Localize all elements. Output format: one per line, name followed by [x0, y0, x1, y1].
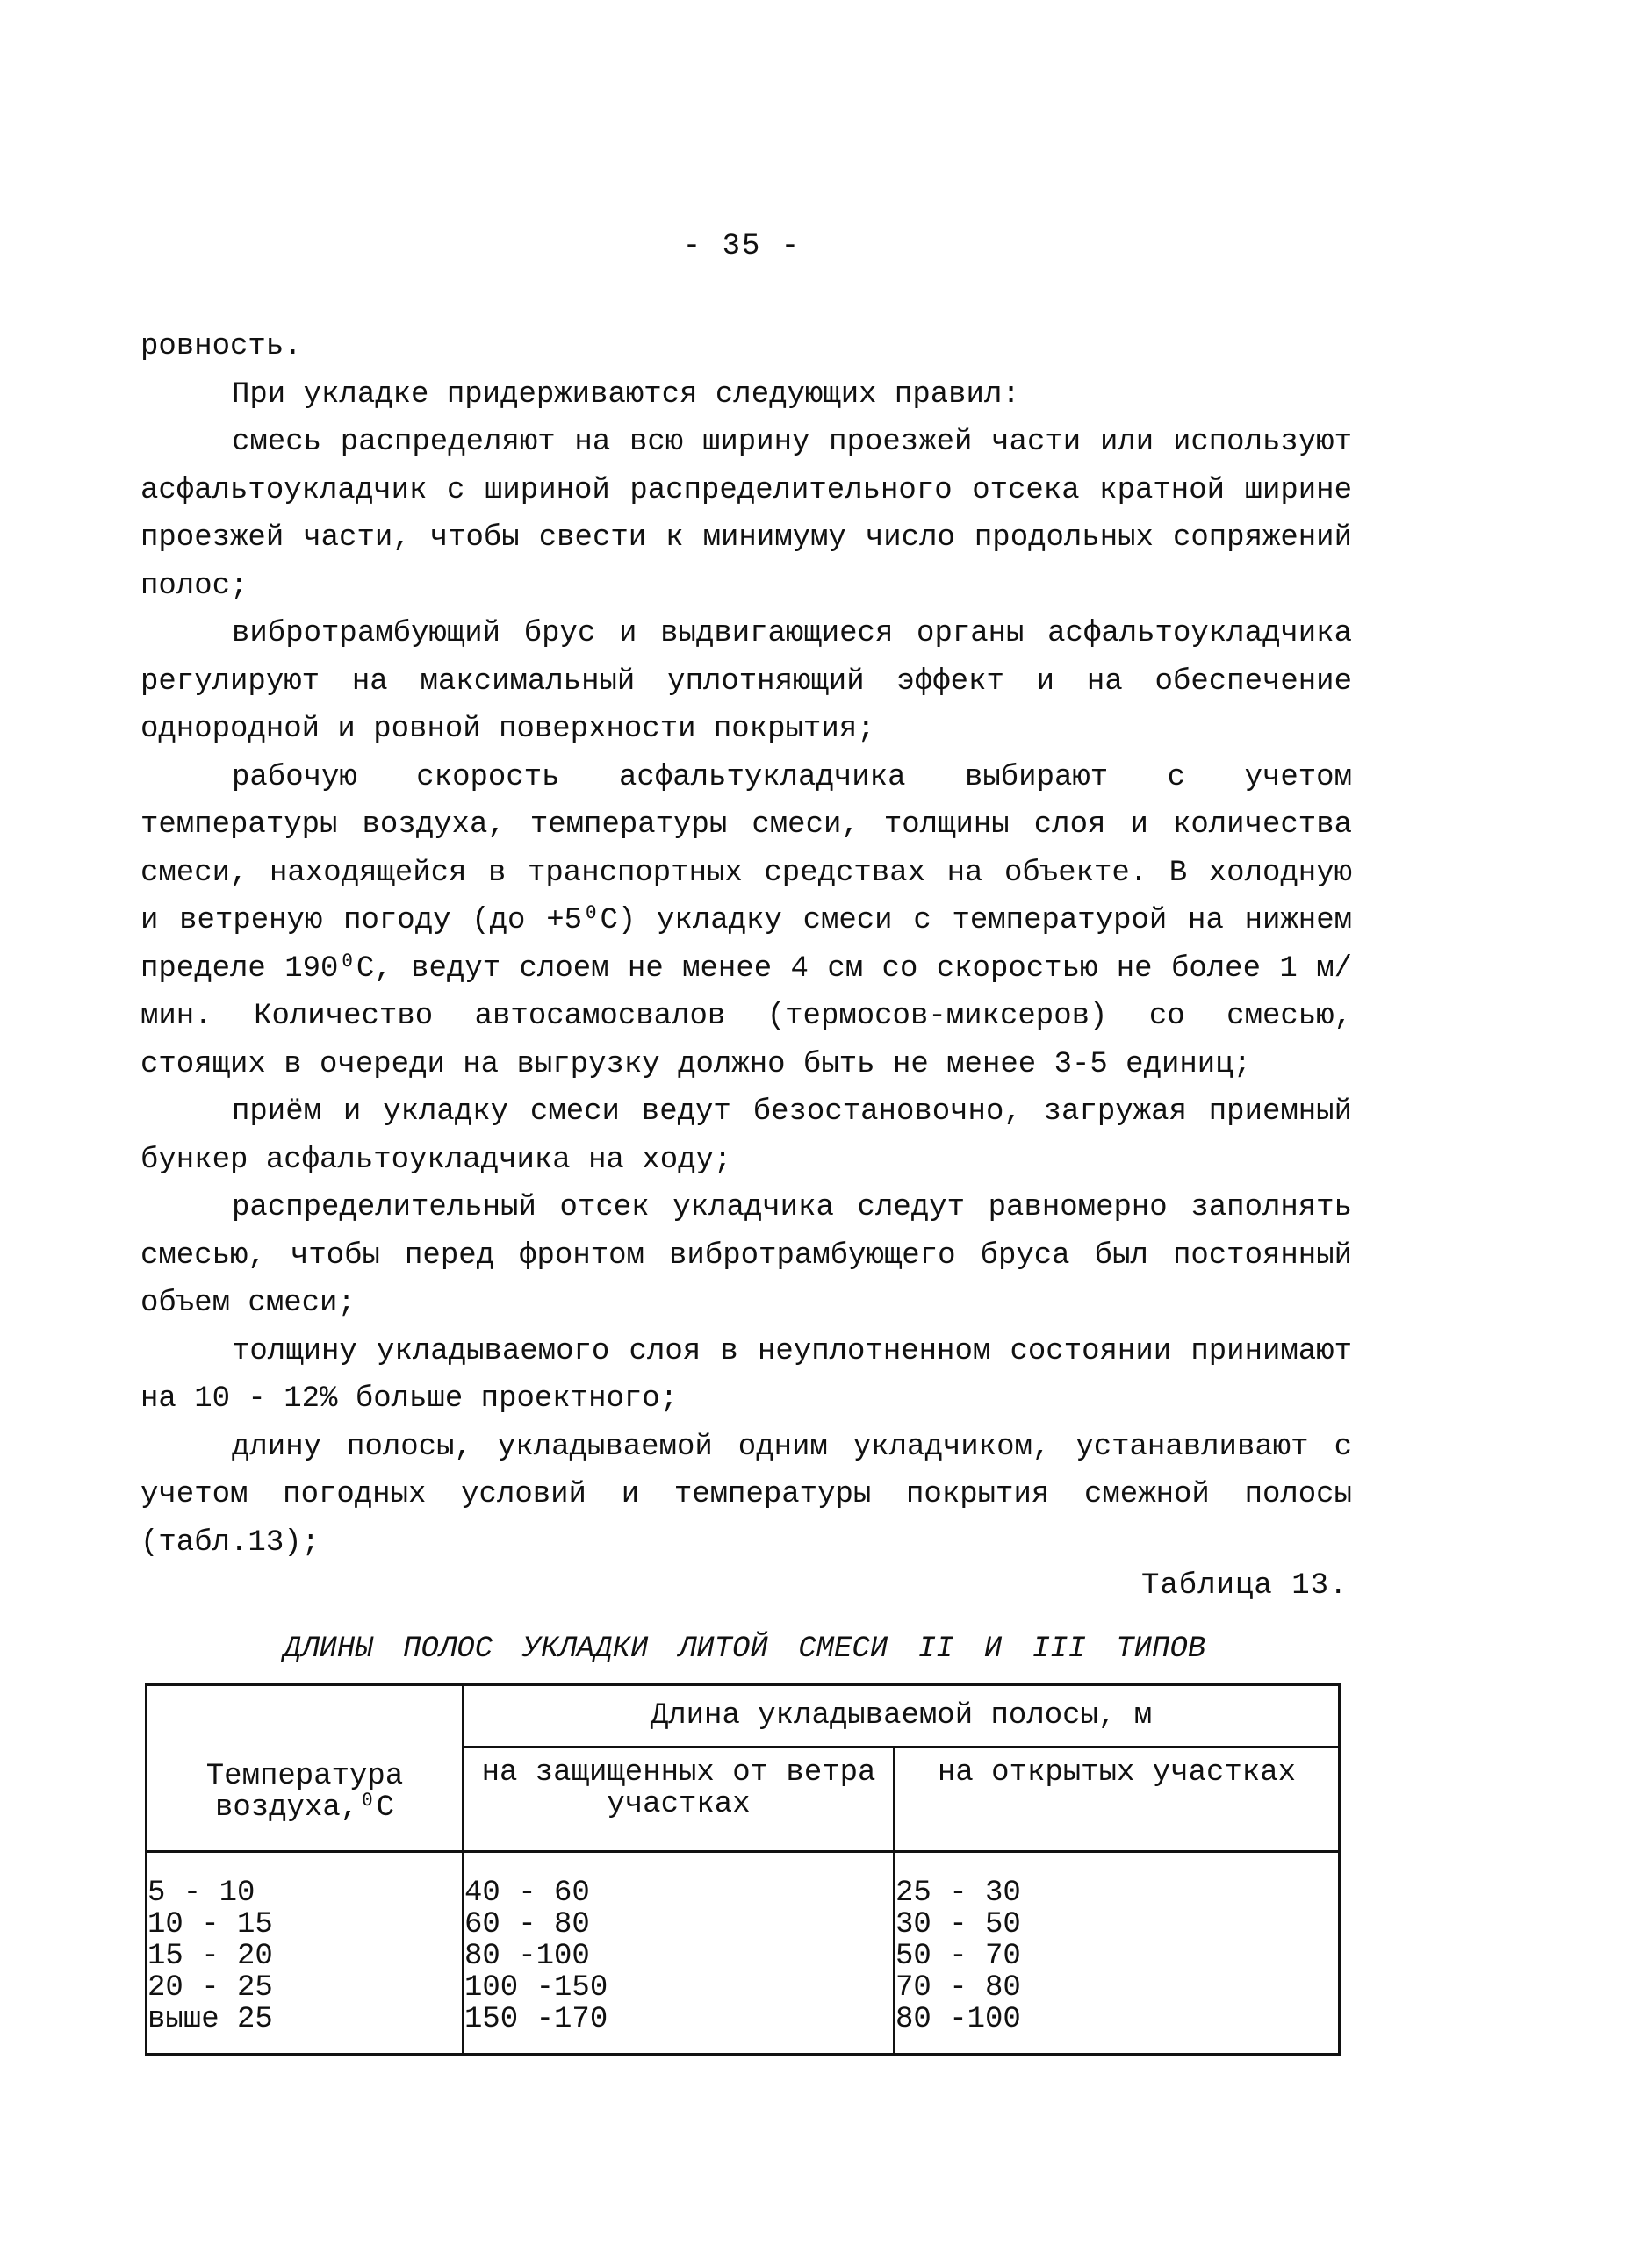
table-body-row — [147, 1852, 1340, 2055]
table-cell: 5 - 10 — [147, 1877, 255, 1910]
paragraph: смесь распределяют на всю ширину проезжей части или используют асфальтоукладчик с шириной распределительного отсека кратной ширине проезжей части, чтобы свести к минимуму число продольных сопряжений полос; — [140, 426, 1352, 603]
table-cell: 60 - 80 — [464, 1908, 590, 1941]
sheltered-column — [464, 1852, 895, 2055]
paragraph: распределительный отсек укладчика следут равномерно заполнять смесью, чтобы перед фронтом вибротрамбующего бруса был постоянный объем смеси; — [140, 1191, 1352, 1320]
paragraph: длину полосы, укладываемой одним укладчиком, устанавливают с учетом погодных условий и температуры покрытия смежной полосы (табл.13); — [140, 1430, 1352, 1560]
table-cell: 15 - 20 — [147, 1940, 273, 1973]
table-title: ДЛИНЫ ПОЛОС УКЛАДКИ ЛИТОЙ СМЕСИ II И III ТИПОВ — [283, 1633, 1206, 1666]
paragraph: рабочую скорость асфальтукладчика выбирают с учетом температуры воздуха, температуры смеси, толщины слоя и количества смеси, находящейся в транспортных средствах на объекте. В холодную и ветреную погоду (до +5⁰С) укладку смеси с температурой на нижнем пределе 190⁰С, ведут слоем не менее 4 см со скоростью не более 1 м/мин. Количество автосамосвалов (термосов-миксеров) со смесью, стоящих в очереди на выгрузку должно быть не менее 3-5 единиц; — [140, 760, 1352, 1081]
table-cell: 30 - 50 — [895, 1908, 1021, 1941]
page-number: - 35 - — [682, 230, 802, 263]
strip-length-table — [145, 1683, 1341, 2056]
table-cell: 20 - 25 — [147, 1971, 273, 2005]
table-cell: 80 -100 — [895, 2003, 1021, 2036]
table-cell: 150 -170 — [464, 2003, 608, 2036]
table-cell: выше 25 — [147, 2003, 273, 2036]
paragraph: вибротрамбующий брус и выдвигающиеся органы асфальтоукладчика регулируют на максимальный уплотняющий эффект и на обеспечение однородной и ровной поверхности покрытия; — [140, 617, 1352, 746]
header-sheltered: на защищенных от ветра участках — [464, 1748, 895, 1852]
paragraph: толщину укладываемого слоя в неуплотненном состоянии принимают на 10 - 12% больше проектного; — [140, 1334, 1352, 1416]
table-cell: 80 -100 — [464, 1940, 590, 1973]
paragraph: приём и укладку смеси ведут безостановочно, загружая приемный бункер асфальтоукладчика на ходу; — [140, 1095, 1352, 1177]
table-cell: 50 - 70 — [895, 1940, 1021, 1973]
header-strip-length: Длина укладываемой полосы, м — [464, 1685, 1340, 1748]
header-open: на открытых участках — [895, 1748, 1340, 1852]
table-cell: 100 -150 — [464, 1971, 608, 2005]
body-text — [140, 323, 1352, 1567]
paragraph: При укладке придерживаются следующих правил: — [232, 377, 1020, 412]
table-cell: 40 - 60 — [464, 1877, 590, 1910]
table-cell: 10 - 15 — [147, 1908, 273, 1941]
open-column — [895, 1852, 1340, 2055]
table-cell: 70 - 80 — [895, 1971, 1021, 2005]
temperature-column — [147, 1852, 464, 2055]
table-cell: 25 - 30 — [895, 1877, 1021, 1910]
header-temperature: Температура воздуха,⁰С — [147, 1685, 464, 1852]
table-caption: Таблица 13. — [1141, 1569, 1349, 1603]
table-header-row — [147, 1685, 1340, 1748]
paragraph: ровность. — [140, 330, 302, 363]
